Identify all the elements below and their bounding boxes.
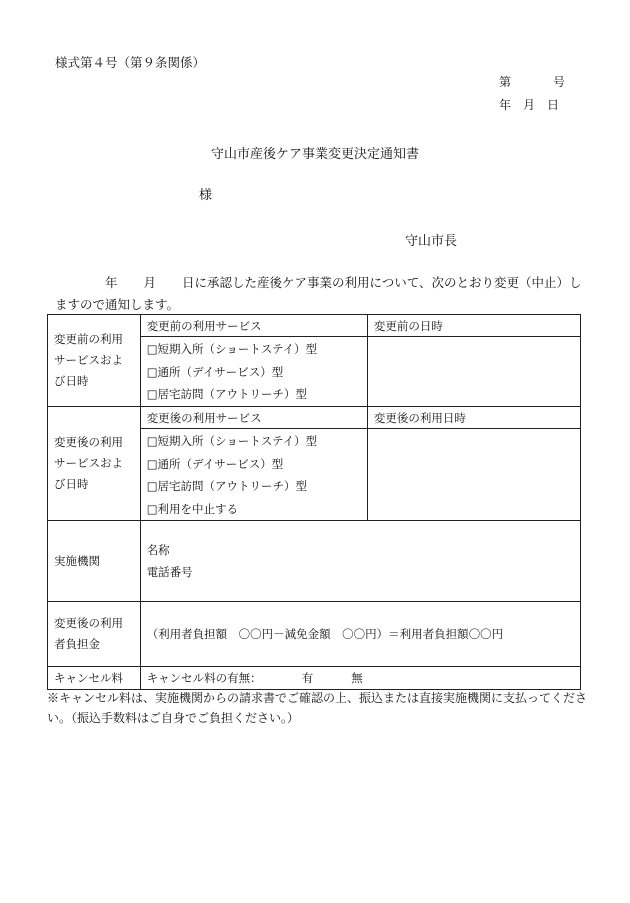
cancel-fee-choice (140, 667, 580, 690)
document-number-line (499, 73, 565, 90)
before-label: 変更前の利用サービスおよび日時 (48, 315, 141, 407)
facility-label: 実施機関 (48, 521, 141, 602)
change-details-table (47, 314, 581, 690)
body-year: 年 (105, 275, 118, 290)
burden-formula (140, 602, 580, 667)
before-date-field[interactable] (367, 337, 580, 407)
number-suffix: 号 (553, 75, 566, 89)
cancel-fee-question: キャンセル料の有無： (146, 671, 262, 685)
after-option-outreach[interactable]: □居宅訪問（アウトリーチ）型 (146, 479, 308, 493)
document-title: 守山市産後ケア事業変更決定通知書 (210, 147, 419, 162)
cancel-fee-label: キャンセル料 (48, 667, 141, 690)
after-option-cancel-use[interactable]: □利用を中止する (146, 501, 239, 516)
before-date-header: 変更前の日時 (367, 315, 580, 337)
cancel-fee-yes[interactable]: 有 (301, 671, 314, 685)
after-option-day-service[interactable]: □通所（デイサービス）型 (146, 456, 284, 471)
after-date-field[interactable] (367, 429, 580, 521)
form-number: 様式第４号（第９条関係） (55, 55, 206, 70)
facility-phone-label: 電話番号 (146, 565, 193, 579)
before-option-outreach[interactable]: □居宅訪問（アウトリーチ）型 (146, 387, 308, 401)
number-prefix: 第 (499, 75, 512, 89)
after-label: 変更後の利用サービスおよび日時 (48, 407, 141, 521)
after-service-header: 変更後の利用サービス (140, 407, 367, 429)
facility-name-label: 名称 (146, 543, 170, 557)
date-year: 年 (499, 98, 512, 112)
date-month: 月 (523, 98, 536, 112)
footnote: ※キャンセル料は、実施機関からの請求書でご確認の上、振込または直接実施機関に支払ってください。（振込手数料はご自身でご負担ください。） (47, 691, 588, 725)
cancel-fee-no[interactable]: 無 (351, 671, 363, 685)
before-service-options (140, 337, 367, 407)
issuer: 守山市長 (405, 234, 458, 249)
date-day: 日 (547, 98, 560, 112)
issue-date-line (499, 96, 559, 113)
body-month: 月 (143, 275, 157, 290)
after-service-options (140, 429, 367, 521)
body-text: 日に承認した産後ケア事業の利用について、次のとおり変更（中止）しますので通知します。 (55, 275, 582, 312)
before-option-day-service[interactable]: □通所（デイサービス）型 (146, 364, 284, 379)
facility-details (140, 521, 580, 602)
burden-label: 変更後の利用者負担金 (48, 602, 141, 667)
burden-amount: 〇〇円 (468, 627, 504, 641)
before-option-short-stay[interactable]: □短期入所（ショートステイ）型 (146, 342, 318, 356)
after-date-header: 変更後の利用日時 (367, 407, 580, 429)
burden-formula-text: （利用者負担額 〇〇円－減免金額 〇〇円）＝利用者負担額 (146, 627, 469, 641)
notice-body (55, 272, 585, 316)
before-service-header: 変更前の利用サービス (140, 315, 367, 337)
addressee-honorific: 様 (199, 188, 213, 203)
after-option-short-stay[interactable]: □短期入所（ショートステイ）型 (146, 434, 318, 448)
